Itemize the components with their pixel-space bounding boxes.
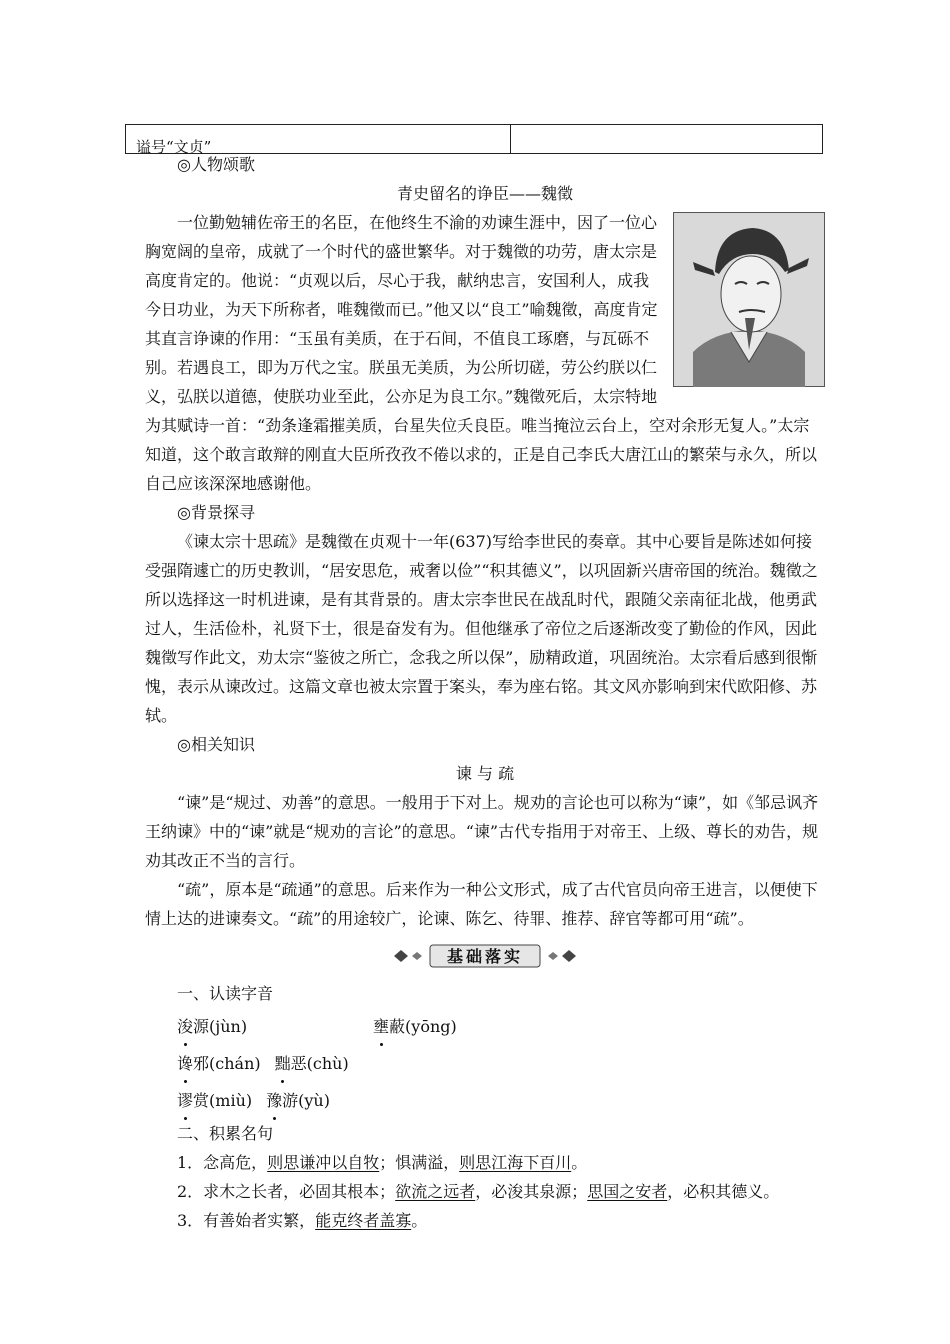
portrait-image <box>673 212 825 387</box>
section-banner <box>145 943 825 973</box>
quote-line-1: 1．念高危，则思谦冲以自牧；惧满溢，则思江海下百川。 <box>177 1153 588 1172</box>
table-cell-left <box>126 125 511 156</box>
pronunciation-row <box>177 1008 825 1045</box>
pronunciation-list <box>145 1008 825 1119</box>
paragraph-background: 《谏太宗十思疏》是魏徵在贞观十一年(637)写给李世民的奏章。其中心要旨是陈述如何接受强隋遽亡的历史教训，“居安思危，戒奢以俭”“积其德义”，以巩固新兴唐帝国的统治。魏徵之所以选择这一时机进谏，是有其背景的。唐太宗李世民在战乱时代，跟随父亲南征北战，他勇武过人，生活俭朴，礼贤下士，很是奋发有为。但他继承了帝位之后逐渐改变了勤俭的作风，因此魏徵写作此文，劝太宗“鉴彼之所亡，念我之所以保”，励精政道，巩固统治。太宗看后感到很惭愧，表示从谏改过。这篇文章也被太宗置于案头，奉为座右铭。其文风亦影响到宋代欧阳修、苏轼。 <box>145 532 818 725</box>
paragraph-jian: “谏”是“规过、劝善”的意思。一般用于下对上。规劝的言论也可以称为“谏”，如《邹忌讽齐王纳谏》中的“谏”就是“规劝的言论”的意思。“谏”古代专指用于对帝王、上级、尊长的劝告，规劝其改正不当的言行。 <box>145 793 819 870</box>
section-label-background: ◎背景探寻 <box>177 503 255 522</box>
quote-line-3: 3．有善始者实繁，能克终者盖寡。 <box>177 1211 428 1230</box>
pronunciation-row <box>177 1045 825 1082</box>
pronunciation-item: 浚源(jùn) <box>177 1012 373 1041</box>
part2-heading: 二、积累名句 <box>177 1124 274 1143</box>
section-label-character: ◎人物颂歌 <box>177 155 255 174</box>
paragraph-shu: “疏”，原本是“疏通”的意思。后来作为一种公文形式，成了古代官员向帝王进言，以便使下情上达的进谏奏文。“疏”的用途较广，论谏、陈乞、待罪、推荐、辞官等都可用“疏”。 <box>145 880 818 928</box>
pronunciation-item: 壅蔽(yōng) <box>373 1012 457 1041</box>
section-label-knowledge: ◎相关知识 <box>177 735 255 754</box>
diamond-icon <box>394 950 408 962</box>
article-title-weizheng: 青史留名的诤臣——魏徵 <box>396 184 573 203</box>
pronunciation-row <box>177 1082 825 1119</box>
diamond-icon <box>548 952 558 960</box>
pronunciation-item: 谬赏(miù) <box>177 1086 252 1115</box>
banner-text: 基础落实 <box>446 947 524 966</box>
table-cell-left-text: 谥号“文贞” <box>136 138 212 156</box>
diamond-icon <box>562 950 576 962</box>
diamond-icon <box>412 952 422 960</box>
knowledge-title: 谏 与 疏 <box>455 764 515 783</box>
document-body <box>145 150 825 1235</box>
pronunciation-item: 谗邪(chán) <box>177 1049 261 1078</box>
pronunciation-item: 豫游(yù) <box>266 1086 330 1115</box>
pronunciation-item: 黜恶(chù) <box>275 1049 349 1078</box>
paragraph-character: 一位勤勉辅佐帝王的名臣，在他终生不渝的劝谏生涯中，因了一位心胸宽阔的皇帝，成就了一个时代的盛世繁华。对于魏徵的功劳，唐太宗是高度肯定的。他说：“贞观以后，尽心于我，献纳忠言，安国利人，成我今日功业，为天下所称者，唯魏徵而已。”他又以“良工”喻魏徵，高度肯定其直言诤谏的作用：“玉虽有美质，在于石间，不值良工琢磨，与瓦砾不别。若遇良工，即为万代之宝。朕虽无美质，为公所切磋，劳公约朕以仁义，弘朕以道德，使朕功业至此，公亦足为良工尔。”魏徵死后，太宗特地为其赋诗一首：“劲条逢霜摧美质，台星失位夭良臣。唯当掩泣云台上，空对余形无复人。”太宗知道，这个敢言敢辩的刚直大臣所孜孜不倦以求的，正是自己李氏大唐江山的繁荣与永久，所以自己应该深深地感谢他。 <box>145 213 818 493</box>
part1-heading: 一、认读字音 <box>177 984 274 1003</box>
quote-line-2: 2．求木之长者，必固其根本；欲流之远者，必浚其泉源；思国之安者，必积其德义。 <box>177 1182 780 1201</box>
